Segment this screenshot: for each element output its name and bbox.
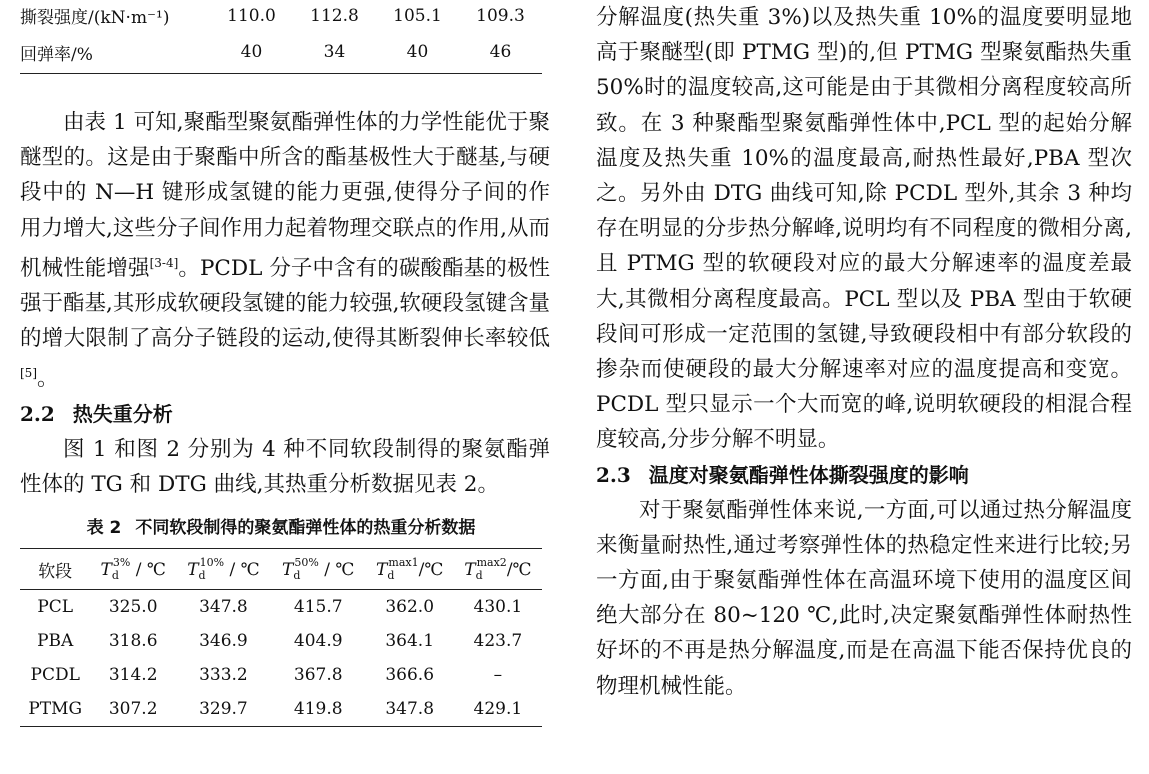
table-cell: 333.2 [199, 665, 248, 686]
table-cell: 364.1 [385, 631, 435, 652]
body-paragraph: 图 1 和图 2 分别为 4 种不同软段制得的聚氨酯弹性体的 TG 和 DTG 曲线,其热重分析数据见表 2。 [20, 436, 550, 497]
section-title: 温度对聚氨酯弹性体撕裂强度的影响 [648, 462, 969, 487]
table-cell: 40 [376, 31, 459, 74]
table-cell: 423.7 [473, 631, 523, 652]
table-cell: 366.6 [385, 665, 435, 686]
table-cell: 109.3 [476, 5, 525, 26]
right-column [596, 0, 1132, 704]
table-cell: 347.8 [366, 692, 454, 727]
table-cell: PBA [37, 631, 74, 652]
section-number: 2.3 [596, 462, 631, 487]
table-cell: 314.2 [108, 665, 158, 686]
caption-text: 不同软段制得的聚氨酯弹性体的热重分析数据 [135, 518, 476, 539]
table-cell: – [493, 665, 503, 686]
table-cell: 415.7 [293, 597, 343, 618]
column-header [366, 549, 454, 590]
body-paragraph [20, 105, 550, 397]
table-row [20, 590, 542, 625]
text-span: 。 [37, 366, 59, 392]
text-span: 。PCDL 分子中含有的碳酸酯基的极性强于酯基,其形成软硬段氢键的能力较强,软硬段氢键含量的增大限制了高分子链段的运动,使得其断裂伸长率较低 [20, 255, 550, 352]
superscript: max1 [388, 556, 419, 570]
table-cell: 430.1 [473, 597, 523, 618]
table-cell: 105.1 [393, 5, 442, 26]
body-paragraph: 对于聚氨酯弹性体来说,一方面,可以通过热分解温度来衡量耐热性,通过考察弹性体的热稳定性来进行比较;另一方面,由于聚氨酯弹性体在高温环境下使用的温度区间绝大部分在 80~120 ℃,此时,决定聚氨酯弹性体耐热性好坏的不再是热分解温度,而是在高温下能否保持优良的物理机械性能。 [596, 497, 1132, 699]
symbol: T [100, 560, 112, 581]
section-heading [596, 458, 1132, 493]
table-cell: 419.8 [271, 692, 366, 727]
caption-number: 表 2 [86, 518, 122, 539]
table-cell: 318.6 [108, 631, 158, 652]
subscript: d [111, 569, 119, 583]
table-cell: 346.9 [199, 631, 248, 652]
table-cell: 40 [210, 31, 293, 74]
symbol: T [187, 560, 199, 581]
table-cell: 325.0 [108, 597, 158, 618]
table-cell: 110.0 [227, 5, 276, 26]
superscript: 3% [112, 556, 131, 570]
table-row [20, 31, 542, 74]
symbol: T [464, 560, 476, 581]
table-caption [20, 514, 542, 542]
left-column [20, 0, 550, 727]
table-header-row [20, 549, 542, 590]
unit: /℃ [418, 560, 444, 581]
table-cell: 329.7 [176, 692, 271, 727]
table2 [20, 548, 542, 727]
superscript: 10% [199, 556, 225, 570]
table-cell: PCDL [30, 665, 80, 686]
citation: [3-4] [149, 255, 179, 270]
symbol: T [282, 560, 294, 581]
table-cell: 46 [459, 31, 542, 74]
table-row [20, 0, 542, 31]
table-cell: 404.9 [293, 631, 343, 652]
unit: / ℃ [135, 560, 166, 581]
table-cell: 112.8 [310, 5, 359, 26]
table-cell: 429.1 [454, 692, 542, 727]
subscript: d [387, 569, 395, 583]
table-row [20, 692, 542, 727]
table-row [20, 624, 542, 658]
citation: [5] [20, 366, 37, 381]
subscript: d [475, 569, 483, 583]
column-header: 软段 [20, 549, 90, 590]
body-paragraph: 分解温度(热失重 3%)以及热失重 10%的温度要明显地高于聚醚型(即 PTMG 型)的,但 PTMG 型聚氨酯热失重 50%时的温度较高,这可能是由于其微相分离程度较高所致。在 3 种聚酯型聚氨酯弹性体中,PCL 型的起始分解温度及热失重 10%的温度最高,耐热性最好,PBA 型次之。另外由 DTG 曲线可知,除 PCDL 型外,其余 3 种均存在明显的分步热分解峰,说明均有不同程度的微相分离,且 PTMG 型的软硬段对应的最大分解速率的温度差最大,其微相分离程度最高。PCL 型以及 PBA 型由于软硬段间可形成一定范围的氢键,导致硬段相中有部分软段的掺杂而使硬段的最大分解速率对应的温度提高和变宽。PCDL 型只显示一个大而宽的峰,说明软硬段的相混合程度较高,分步分解不明显。 [596, 5, 1132, 453]
table-cell: PTMG [20, 692, 90, 727]
section-title: 热失重分析 [72, 401, 173, 426]
table-cell: 307.2 [90, 692, 176, 727]
table-cell: 362.0 [385, 597, 435, 618]
unit: /℃ [506, 560, 532, 581]
column-header [454, 549, 542, 590]
table-row [20, 658, 542, 692]
unit: / ℃ [229, 560, 260, 581]
text-span: 由表 1 可知,聚酯型聚氨酯弹性体的力学性能优于聚醚型的。这是由于聚酯中所含的酯基极性大于醚基,与硬段中的 N—H 键形成氢键的能力更强,使得分子间的作用力增大,这些分子间作用力起着物理交联点的作用,从而机械性能增强 [20, 110, 550, 281]
table-cell: PCL [37, 597, 74, 618]
table1-fragment [20, 0, 542, 74]
section-number: 2.2 [20, 401, 55, 426]
table-cell: 367.8 [293, 665, 343, 686]
unit: / ℃ [324, 560, 355, 581]
table-cell: 34 [293, 31, 376, 74]
row-label: 回弹率/% [20, 31, 210, 74]
superscript: max2 [476, 556, 507, 570]
table-cell: 347.8 [199, 597, 248, 618]
column-header [271, 549, 366, 590]
column-header [90, 549, 176, 590]
symbol: T [376, 560, 388, 581]
subscript: d [198, 569, 206, 583]
section-heading [20, 397, 550, 432]
superscript: 50% [294, 556, 319, 570]
column-header [176, 549, 271, 590]
subscript: d [293, 569, 301, 583]
row-label: 撕裂强度/(kN·m⁻¹) [20, 8, 170, 28]
